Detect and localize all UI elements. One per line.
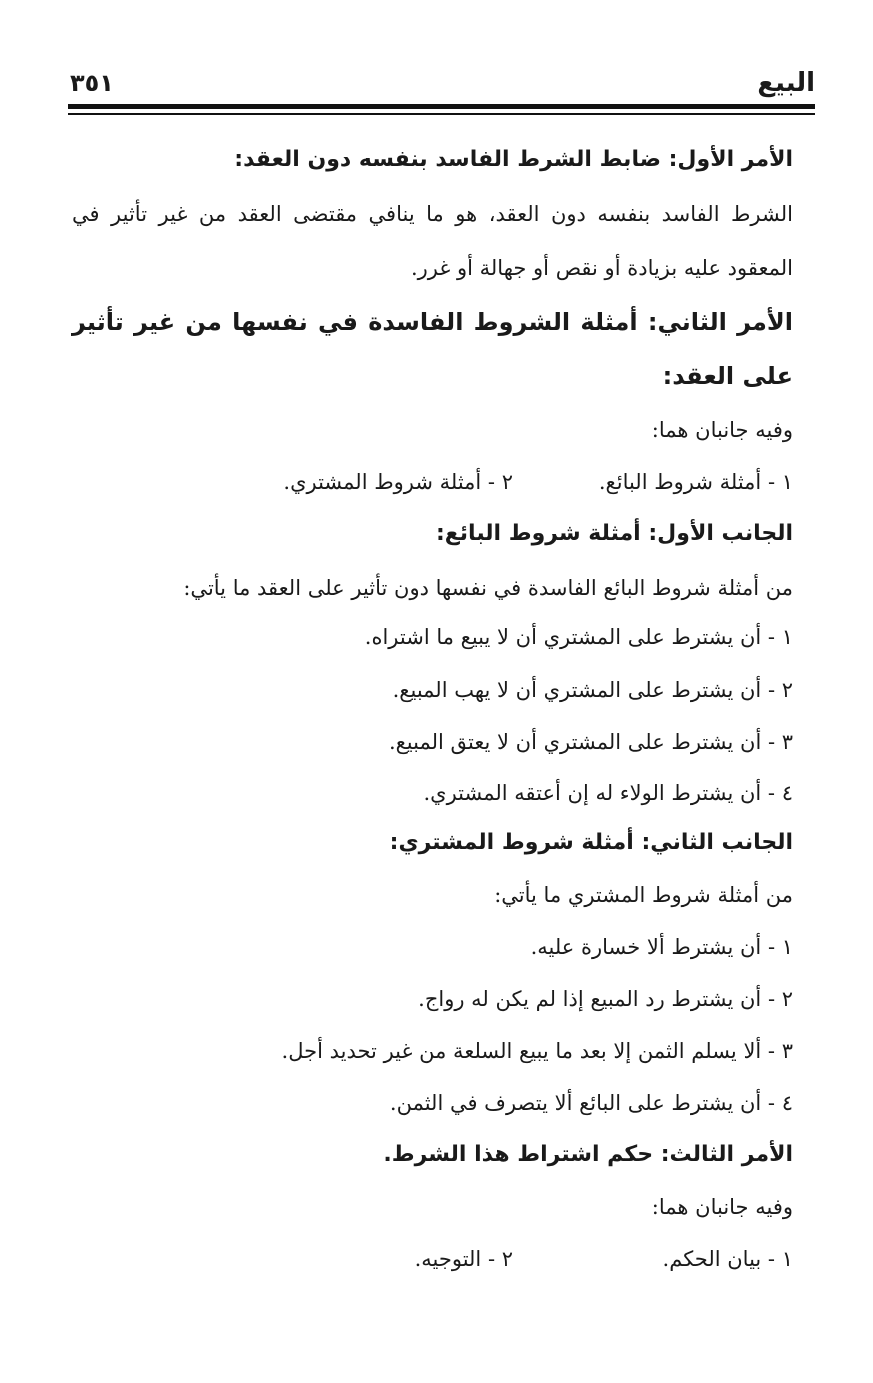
list-item: ٢ - أن يشترط على المشتري أن لا يهب المبيع. — [392, 678, 793, 702]
body-line: من أمثلة شروط البائع الفاسدة في نفسها دون تأثير على العقد ما يأتي: — [183, 576, 793, 600]
heading-third-matter: الأمر الثالث: حكم اشتراط هذا الشرط. — [383, 1142, 793, 1167]
body-line: المعقود عليه بزيادة أو نقص أو جهالة أو غرر. — [410, 256, 793, 280]
body-line: وفيه جانبان هما: — [651, 1195, 793, 1219]
page-number: ٣٥١ — [70, 69, 114, 97]
running-header — [70, 64, 815, 98]
two-column-list — [72, 1242, 793, 1276]
two-column-list — [72, 465, 793, 499]
heading-second-matter-cont: على العقد: — [662, 362, 793, 390]
list-item: ٣ - ألا يسلم الثمن إلا بعد ما يبيع السلعة من غير تحديد أجل. — [281, 1039, 793, 1063]
list-item: ٢ - أن يشترط رد المبيع إذا لم يكن له رواج. — [418, 987, 793, 1011]
list-item: ٤ - أن يشترط الولاء له إن أعتقه المشتري. — [423, 781, 793, 805]
body-line: من أمثلة شروط المشتري ما يأتي: — [494, 883, 793, 907]
header-rule-thin — [68, 113, 815, 115]
list-item: ١ - أن يشترط على المشتري أن لا يبيع ما اشتراه. — [364, 625, 793, 649]
list-item: ٣ - أن يشترط على المشتري أن لا يعتق المبيع. — [388, 730, 793, 754]
list-item: ١ - بيان الحكم. — [662, 1247, 793, 1271]
heading-buyer-side: الجانب الثاني: أمثلة شروط المشتري: — [389, 830, 793, 855]
list-item: ٢ - التوجيه. — [414, 1247, 513, 1271]
header-title: البيع — [757, 68, 815, 98]
list-item: ١ - أن يشترط ألا خسارة عليه. — [530, 935, 793, 959]
list-item: ٤ - أن يشترط على البائع ألا يتصرف في الثمن. — [389, 1091, 793, 1115]
heading-second-matter: الأمر الثاني: أمثلة الشروط الفاسدة في نفسها من غير تأثير — [72, 308, 793, 336]
heading-seller-side: الجانب الأول: أمثلة شروط البائع: — [435, 521, 793, 546]
body-line: الشرط الفاسد بنفسه دون العقد، هو ما ينافي مقتضى العقد من غير تأثير في — [72, 202, 793, 226]
body-line: وفيه جانبان هما: — [651, 418, 793, 442]
list-item: ٢ - أمثلة شروط المشتري. — [283, 470, 513, 494]
heading-first-matter: الأمر الأول: ضابط الشرط الفاسد بنفسه دون العقد: — [234, 147, 793, 172]
header-rule-thick — [68, 104, 815, 109]
list-item: ١ - أمثلة شروط البائع. — [598, 470, 793, 494]
